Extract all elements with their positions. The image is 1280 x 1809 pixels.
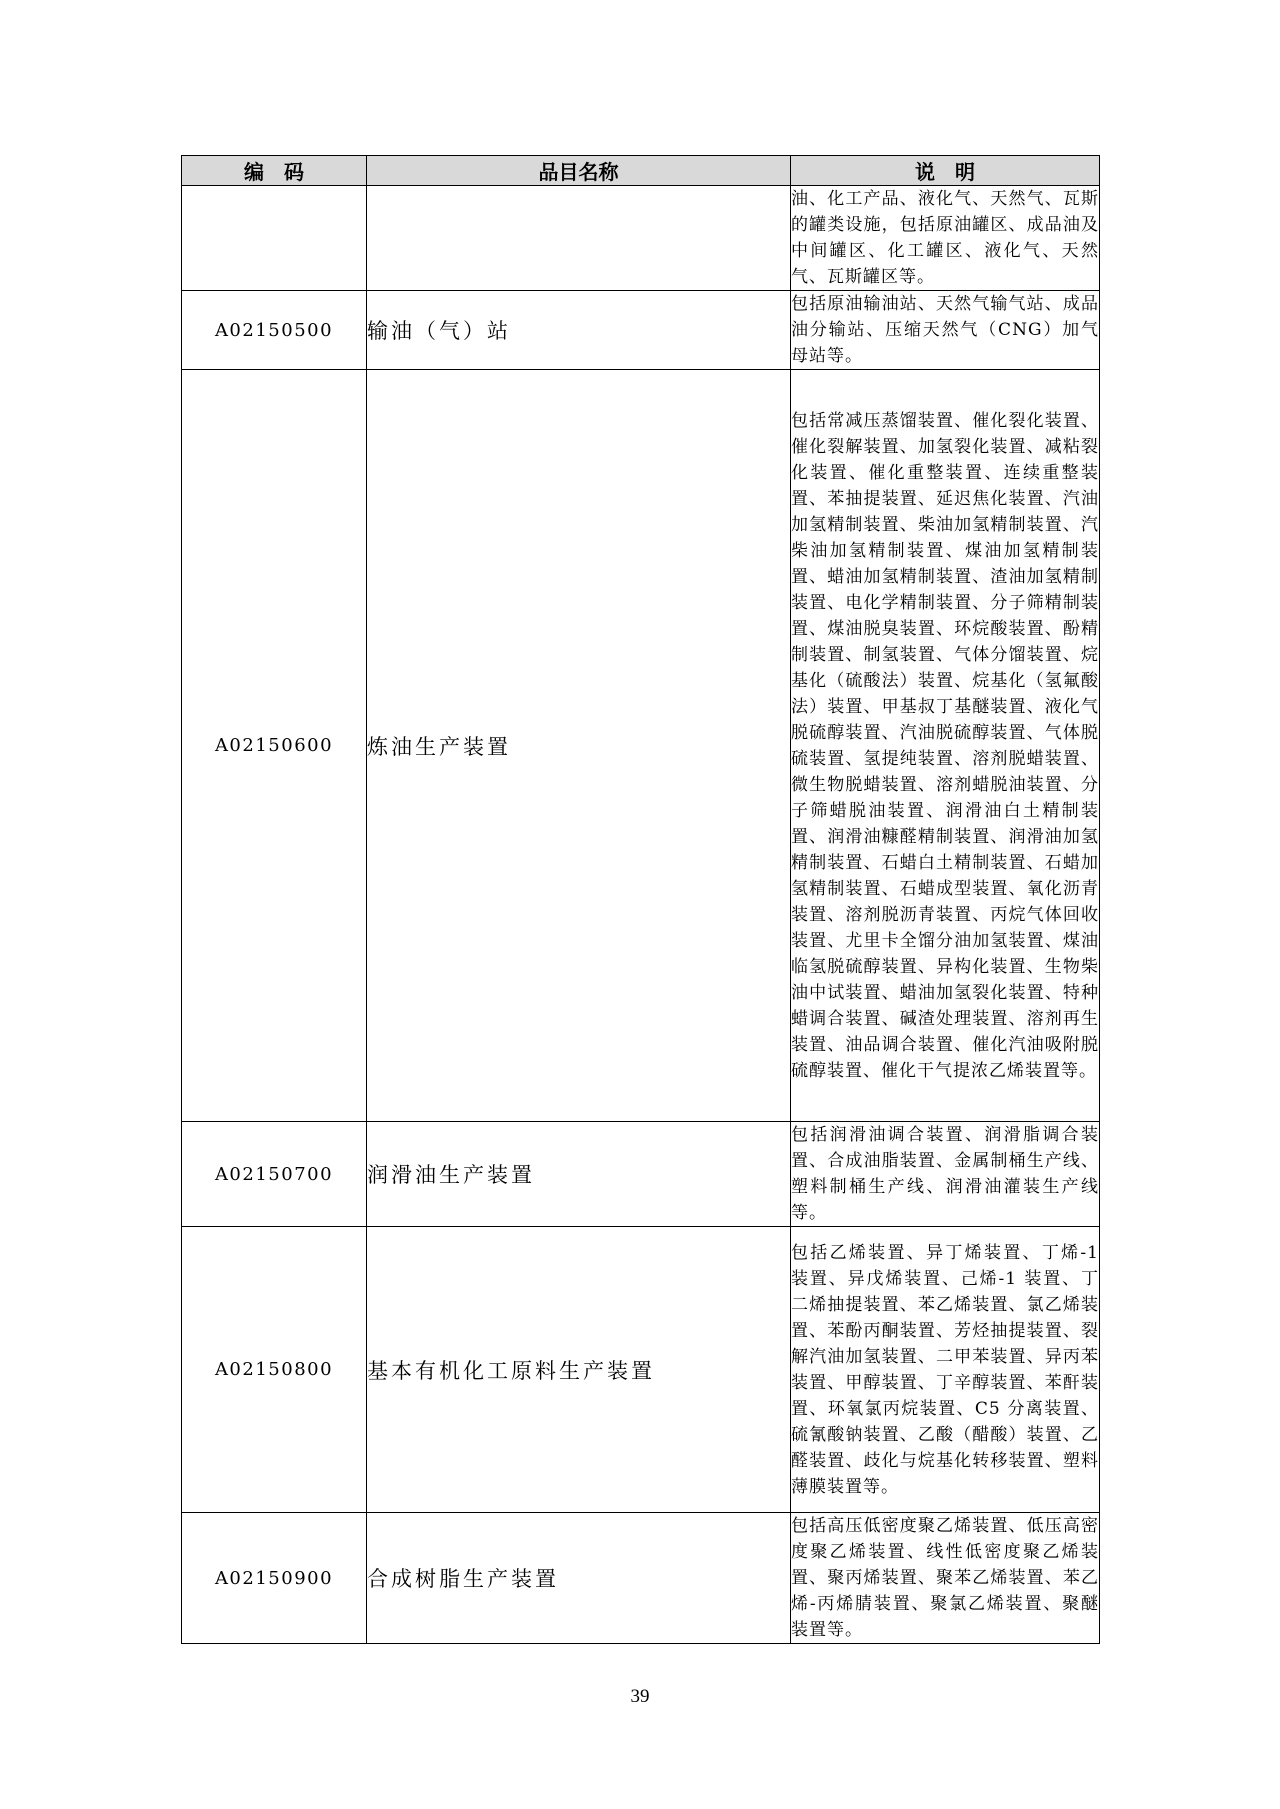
header-desc: 说 明 [791,156,1100,186]
page-number: 39 [630,1686,650,1707]
row-code: A02150800 [182,1227,367,1513]
row-code [182,186,367,291]
row-desc: 包括原油输油站、天然气输气站、成品油分输站、压缩天然气（CNG）加气母站等。 [791,291,1100,370]
row-name: 润滑油生产装置 [367,1122,791,1227]
row-name: 基本有机化工原料生产装置 [367,1227,791,1513]
row-code: A02150700 [182,1122,367,1227]
header-code: 编 码 [182,156,367,186]
header-row [182,156,1100,186]
row-code: A02150500 [182,291,367,370]
table-row [182,291,1100,370]
row-desc: 包括常减压蒸馏装置、催化裂化装置、催化裂解装置、加氢裂化装置、减粘裂化装置、催化重整装置、连续重整装置、苯抽提装置、延迟焦化装置、汽油加氢精制装置、柴油加氢精制装置、汽柴油加氢精制装置、煤油加氢精制装置、蜡油加氢精制装置、渣油加氢精制装置、电化学精制装置、分子筛精制装置、煤油脱臭装置、环烷酸装置、酚精制装置、制氢装置、气体分馏装置、烷基化（硫酸法）装置、烷基化（氢氟酸法）装置、甲基叔丁基醚装置、液化气脱硫醇装置、汽油脱硫醇装置、气体脱硫装置、氢提纯装置、溶剂脱蜡装置、微生物脱蜡装置、溶剂蜡脱油装置、分子筛蜡脱油装置、润滑油白土精制装置、润滑油糠醛精制装置、润滑油加氢精制装置、石蜡白土精制装置、石蜡加氢精制装置、石蜡成型装置、氧化沥青装置、溶剂脱沥青装置、丙烷气体回收装置、尤里卡全馏分油加氢装置、煤油临氢脱硫醇装置、异构化装置、生物柴油中试装置、蜡油加氢裂化装置、特种蜡调合装置、碱渣处理装置、溶剂再生装置、油品调合装置、催化汽油吸附脱硫醇装置、催化干气提浓乙烯装置等。 [791,370,1100,1122]
row-desc: 油、化工产品、液化气、天然气、瓦斯的罐类设施，包括原油罐区、成品油及中间罐区、化工罐区、液化气、天然气、瓦斯罐区等。 [791,186,1100,291]
row-desc: 包括乙烯装置、异丁烯装置、丁烯-1 装置、异戊烯装置、己烯-1 装置、丁二烯抽提装置、苯乙烯装置、氯乙烯装置、苯酚丙酮装置、芳烃抽提装置、裂解汽油加氢装置、二甲苯装置、异丙苯装置、甲醇装置、丁辛醇装置、苯酐装置、环氧氯丙烷装置、C5 分离装置、硫氰酸钠装置、乙酸（醋酸）装置、乙醛装置、歧化与烷基化转移装置、塑料薄膜装置等。 [791,1227,1100,1513]
table-row [182,186,1100,291]
row-name: 合成树脂生产装置 [367,1513,791,1644]
row-code: A02150900 [182,1513,367,1644]
table-row [182,1513,1100,1644]
row-code: A02150600 [182,370,367,1122]
row-desc: 包括高压低密度聚乙烯装置、低压高密度聚乙烯装置、线性低密度聚乙烯装置、聚丙烯装置、聚苯乙烯装置、苯乙烯-丙烯腈装置、聚氯乙烯装置、聚醚装置等。 [791,1513,1100,1644]
table-row [182,1122,1100,1227]
row-desc: 包括润滑油调合装置、润滑脂调合装置、合成油脂装置、金属制桶生产线、塑料制桶生产线、润滑油灌装生产线等。 [791,1122,1100,1227]
row-name: 炼油生产装置 [367,370,791,1122]
row-name: 输油（气）站 [367,291,791,370]
row-name [367,186,791,291]
catalog-table [181,155,1100,1644]
table-header [182,156,1100,186]
header-name: 品目名称 [367,156,791,186]
table-row [182,1227,1100,1513]
table-row [182,370,1100,1122]
table-body [182,186,1100,1644]
